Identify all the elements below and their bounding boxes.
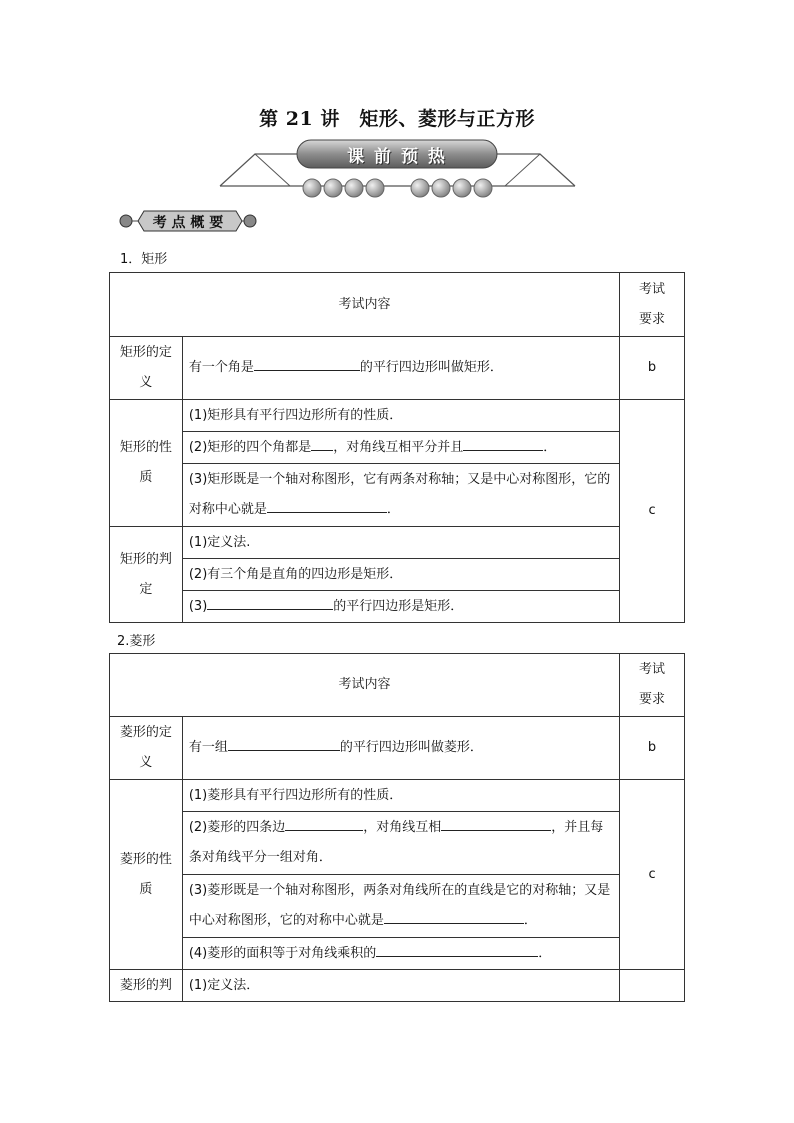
row-content: (1)菱形具有平行四边形所有的性质． <box>182 780 619 812</box>
answer-blank <box>463 436 543 451</box>
section-badge: 考 点 概 要 <box>152 215 224 231</box>
answer-blank <box>254 356 360 371</box>
table-row <box>110 527 685 559</box>
table-row <box>110 337 685 400</box>
table-row <box>110 780 685 812</box>
header-content: 考试内容 <box>110 273 620 337</box>
answer-blank <box>441 816 551 831</box>
page-title: 第 21 讲 矩形、菱形与正方形 <box>259 108 535 130</box>
row-content: (2)菱形的四条边 ，对角线互相 ，并且每条对角线平分一组对角． <box>182 812 619 875</box>
answer-blank <box>207 595 333 610</box>
answer-blank <box>267 498 387 513</box>
answer-blank <box>384 909 524 924</box>
section-heading-rhombus: 2.菱形 <box>117 634 156 649</box>
header-content: 考试内容 <box>110 654 620 717</box>
answer-blank <box>285 816 363 831</box>
row-label: 矩形的定义 <box>110 337 183 400</box>
row-content: 有一组 的平行四边形叫做菱形． <box>182 717 619 780</box>
table-row <box>110 654 685 717</box>
row-content: (3)菱形既是一个轴对称图形，两条对角线所在的直线是它的对称轴；又是中心对称图形，它的对称中心就是 ． <box>182 875 619 938</box>
row-content: (3)矩形既是一个轴对称图形，它有两条对称轴；又是中心对称图形，它的对称中心就是 ． <box>182 464 619 527</box>
table-row <box>110 970 685 1002</box>
row-req-empty <box>620 970 685 1002</box>
row-label: 菱形的定义 <box>110 717 183 780</box>
section-heading-rectangle: 1．矩形 <box>120 252 168 267</box>
table-row <box>110 938 685 970</box>
row-req: b <box>620 717 685 780</box>
table-row <box>110 875 685 938</box>
row-content: (3) 的平行四边形是矩形． <box>182 591 619 623</box>
table-row <box>110 273 685 337</box>
row-label: 菱形的判 <box>110 970 183 1002</box>
banner-label: 课 前 预 热 <box>347 147 447 167</box>
table-row <box>110 400 685 432</box>
row-content: (1)矩形具有平行四边形所有的性质． <box>182 400 619 432</box>
table-row <box>110 464 685 527</box>
banner-beads <box>303 179 492 197</box>
row-req: b <box>620 337 685 400</box>
header-req: 考试要求 <box>620 273 685 337</box>
row-label: 菱形的性质 <box>110 780 183 970</box>
table-row <box>110 432 685 464</box>
row-content: (2)矩形的四个角都是 ，对角线互相平分并且 ． <box>182 432 619 464</box>
table-row <box>110 591 685 623</box>
table-row <box>110 717 685 780</box>
answer-blank <box>376 942 538 957</box>
row-content: (4)菱形的面积等于对角线乘积的 ． <box>182 938 619 970</box>
row-content: (2)有三个角是直角的四边形是矩形． <box>182 559 619 591</box>
row-content: (1)定义法. <box>182 527 619 559</box>
header-req: 考试要求 <box>620 654 685 717</box>
answer-blank <box>228 736 340 751</box>
row-content: 有一个角是 的平行四边形叫做矩形． <box>182 337 619 400</box>
row-label: 矩形的性质 <box>110 400 183 527</box>
row-req: c <box>620 400 685 623</box>
table-row <box>110 812 685 875</box>
row-req: c <box>620 780 685 970</box>
rhombus-table <box>109 653 685 1002</box>
rectangle-table <box>109 272 685 623</box>
row-label: 矩形的判定 <box>110 527 183 623</box>
table-row <box>110 559 685 591</box>
answer-blank <box>311 436 333 451</box>
row-content: (1)定义法． <box>182 970 619 1002</box>
